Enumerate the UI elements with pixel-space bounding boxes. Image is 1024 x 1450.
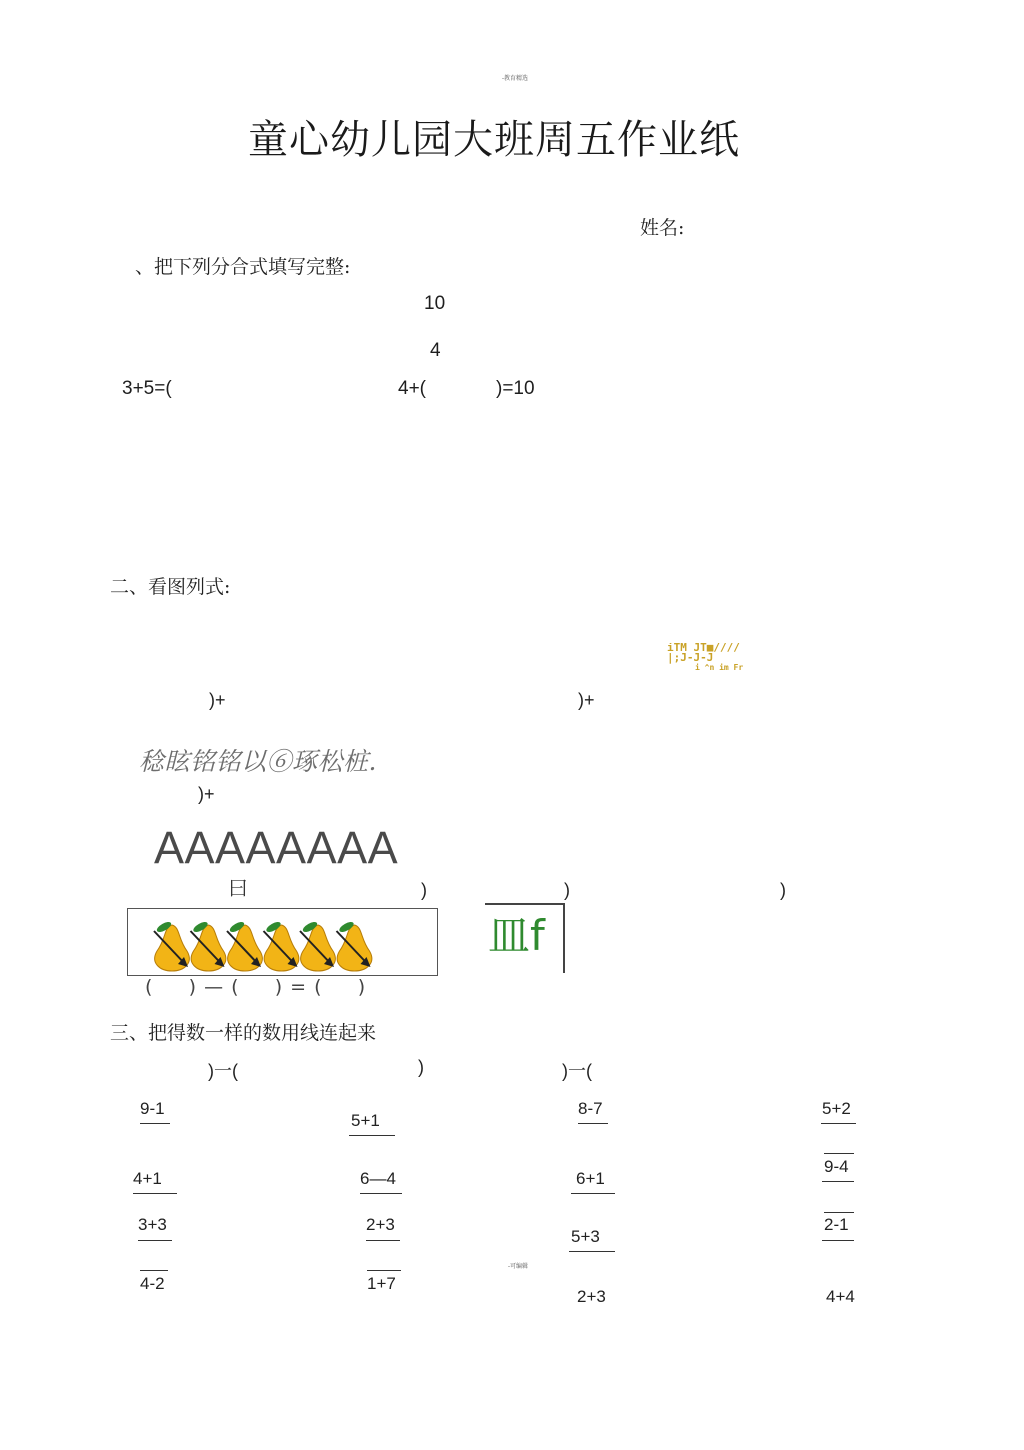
col3-item-4: 2+3: [577, 1287, 606, 1306]
pear-icon: [227, 920, 262, 971]
col4-underline-2: [822, 1181, 854, 1182]
col2-overline-4: [367, 1270, 401, 1271]
split-mid-number: 4: [430, 340, 441, 361]
header-note: -教育精选: [502, 76, 528, 82]
pear-icon: [154, 920, 189, 971]
col4-item-1: 5+2: [822, 1099, 851, 1118]
row1-paren-b: )+: [578, 690, 595, 710]
section3-paren-b: ): [418, 1057, 424, 1077]
equation-1: 3+5=(: [122, 378, 172, 399]
col4-item-3: 2-1: [824, 1215, 849, 1234]
col4-underline-3: [822, 1240, 854, 1241]
col3-underline-3: [569, 1251, 615, 1252]
paren-2: ): [564, 880, 570, 900]
ghost-text: 稔眩铭铭以⑥琢松桩.: [139, 747, 377, 776]
footer-note: -可编辑: [508, 1264, 528, 1270]
col3-underline-1: [578, 1123, 608, 1124]
col1-item-2: 4+1: [133, 1169, 162, 1188]
fruit-equation: ( ) — ( ) = ( ): [145, 976, 367, 998]
bracket-top-line: [485, 903, 565, 905]
equation-2-right: )=10: [496, 378, 535, 399]
garbled-line-2: |;J-J-J: [667, 651, 714, 664]
garbled-line-3: i ^n im Fr: [695, 663, 744, 672]
fruit-box: [127, 908, 438, 976]
col3-underline-2: [571, 1193, 615, 1194]
col4-overline-2: [824, 1153, 854, 1154]
col4-overline-3: [824, 1212, 854, 1213]
col2-item-4: 1+7: [367, 1274, 396, 1293]
col2-underline-1: [349, 1135, 395, 1136]
green-glyph: 皿f: [488, 911, 545, 960]
col2-underline-3: [366, 1240, 400, 1241]
bracket-right-line: [563, 903, 565, 973]
row2-paren-a: )+: [198, 784, 215, 804]
garbled-line-1: iTM JT■////: [667, 643, 740, 654]
col4-item-4: 4+4: [826, 1287, 855, 1306]
col2-item-1: 5+1: [351, 1111, 380, 1130]
section3-heading: 三、把得数一样的数用线连起来: [110, 1022, 377, 1044]
big-letters: AAAAAAAA: [154, 822, 399, 873]
section1-heading: 、把下列分合式填写完整:: [135, 256, 351, 278]
col2-item-2: 6—4: [360, 1169, 396, 1188]
col1-item-4: 4-2: [140, 1274, 165, 1293]
fruit-row-illustration: [128, 909, 437, 975]
split-top-number: 10: [424, 293, 446, 314]
paren-1: ): [421, 880, 427, 900]
pear-icon: [264, 920, 299, 971]
equation-2-left: 4+(: [398, 378, 426, 399]
name-label: 姓名:: [640, 217, 685, 239]
paren-3: ): [780, 880, 786, 900]
col4-underline-1: [821, 1123, 856, 1124]
col1-item-1: 9-1: [140, 1099, 165, 1118]
pear-icon: [337, 920, 372, 971]
small-glyph: 曰: [228, 876, 248, 900]
col1-overline-4: [140, 1270, 168, 1271]
col1-item-3: 3+3: [138, 1215, 167, 1234]
col3-item-2: 6+1: [576, 1169, 605, 1188]
section3-paren-c: )一(: [562, 1061, 592, 1081]
pear-icon: [191, 920, 226, 971]
col1-underline-3: [138, 1240, 172, 1241]
page-title: 童心幼儿园大班周五作业纸: [248, 117, 740, 163]
pear-icon: [300, 920, 335, 971]
col2-item-3: 2+3: [366, 1215, 395, 1234]
col1-underline-2: [133, 1193, 177, 1194]
col3-item-3: 5+3: [571, 1227, 600, 1246]
col1-underline-1: [140, 1123, 170, 1124]
section3-paren-a: )一(: [208, 1061, 238, 1081]
garbled-image-text: [667, 643, 762, 673]
col2-underline-2: [360, 1193, 402, 1194]
col4-item-2: 9-4: [824, 1157, 849, 1176]
section2-heading: 二、看图列式:: [110, 576, 231, 598]
col3-item-1: 8-7: [578, 1099, 603, 1118]
row1-paren-a: )+: [209, 690, 226, 710]
